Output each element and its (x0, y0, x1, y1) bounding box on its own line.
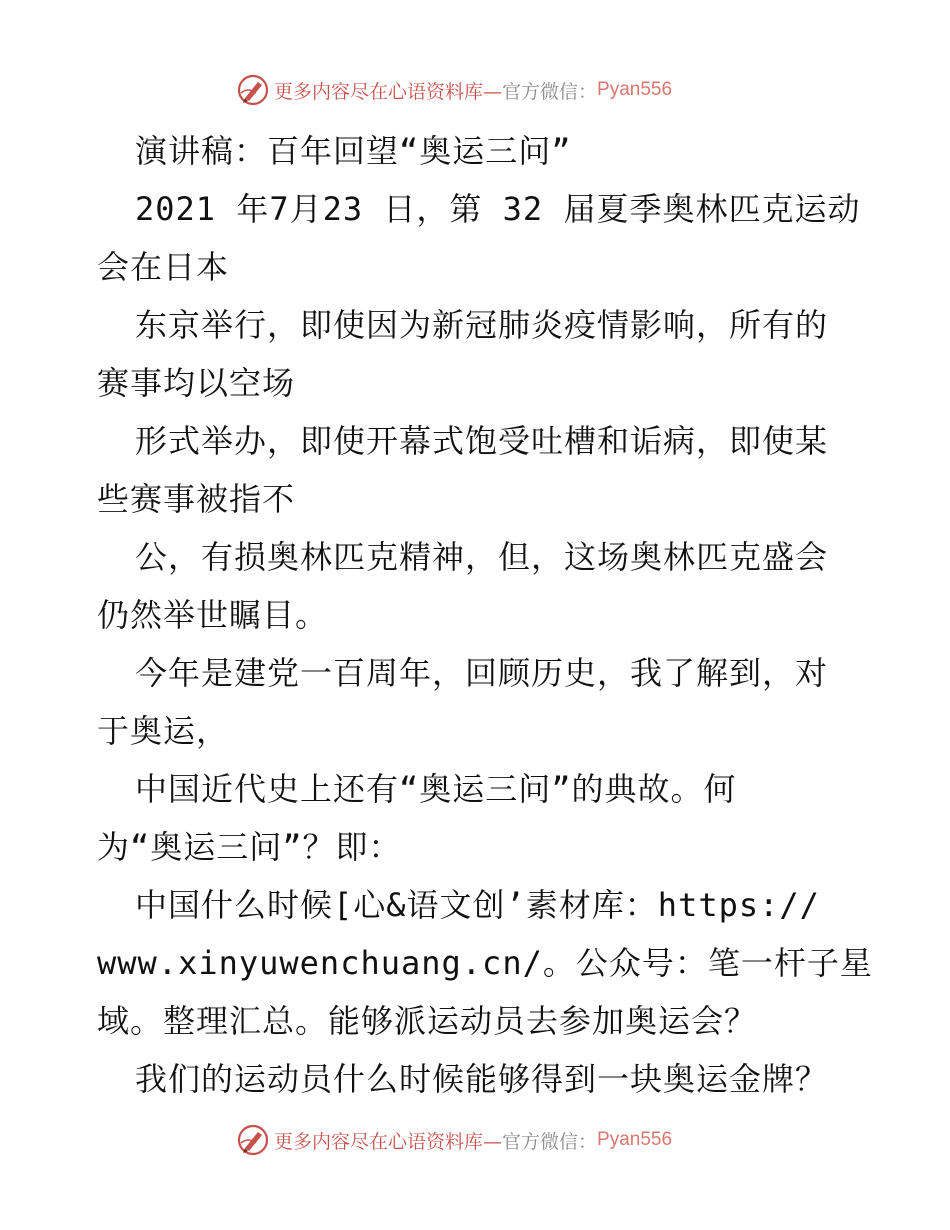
text-line: 赛事均以空场 (97, 364, 296, 402)
text-line: 仍然举世瞩目。 (97, 596, 329, 634)
header-banner-text: 更多内容尽在心语资料库— (274, 80, 503, 103)
text-line: www.xinyuwenchuang.cn/。公众号：笔一杆子星 (97, 944, 873, 982)
text-line: 东京举行，即使因为新冠肺炎疫情影响，所有的 (135, 306, 829, 344)
text-line: 会在日本 (97, 248, 230, 286)
text-line: 于奥运， (97, 712, 230, 750)
text-line: 些赛事被指不 (97, 480, 296, 518)
header-wechat-label: 官方微信： (502, 81, 598, 103)
header-banner (236, 72, 756, 108)
text-line: 为“奥运三问”？即： (97, 828, 402, 866)
speech-title: 演讲稿：百年回望“奥运三问” (135, 132, 572, 170)
footer-wechat-id: Pyan556 (597, 1129, 673, 1150)
text-line: 中国什么时候[心&语文创’素材库：https:// (135, 886, 820, 924)
pen-logo-icon (236, 1123, 270, 1157)
pen-logo-icon (236, 73, 270, 107)
text-line: 今年是建党一百周年，回顾历史，我了解到，对 (135, 654, 829, 692)
text-line: 2021 年7月23 日，第 32 届夏季奥林匹克运动 (135, 190, 861, 228)
text-line: 中国近代史上还有“奥运三问”的典故。何 (135, 770, 737, 808)
footer-banner-text: 更多内容尽在心语资料库— (274, 1130, 503, 1153)
footer-wechat-label: 官方微信： (502, 1131, 598, 1153)
header-wechat-id: Pyan556 (597, 79, 673, 100)
speech-body (97, 122, 873, 1108)
text-line: 域。整理汇总。能够派运动员去参加奥运会？ (97, 1002, 758, 1040)
text-line: 形式举办，即使开幕式饱受吐槽和诟病，即使某 (135, 422, 829, 460)
text-line: 公，有损奥林匹克精神，但，这场奥林匹克盛会 (135, 538, 829, 576)
footer-banner (236, 1122, 756, 1158)
text-line: 我们的运动员什么时候能够得到一块奥运金牌？ (135, 1060, 829, 1098)
